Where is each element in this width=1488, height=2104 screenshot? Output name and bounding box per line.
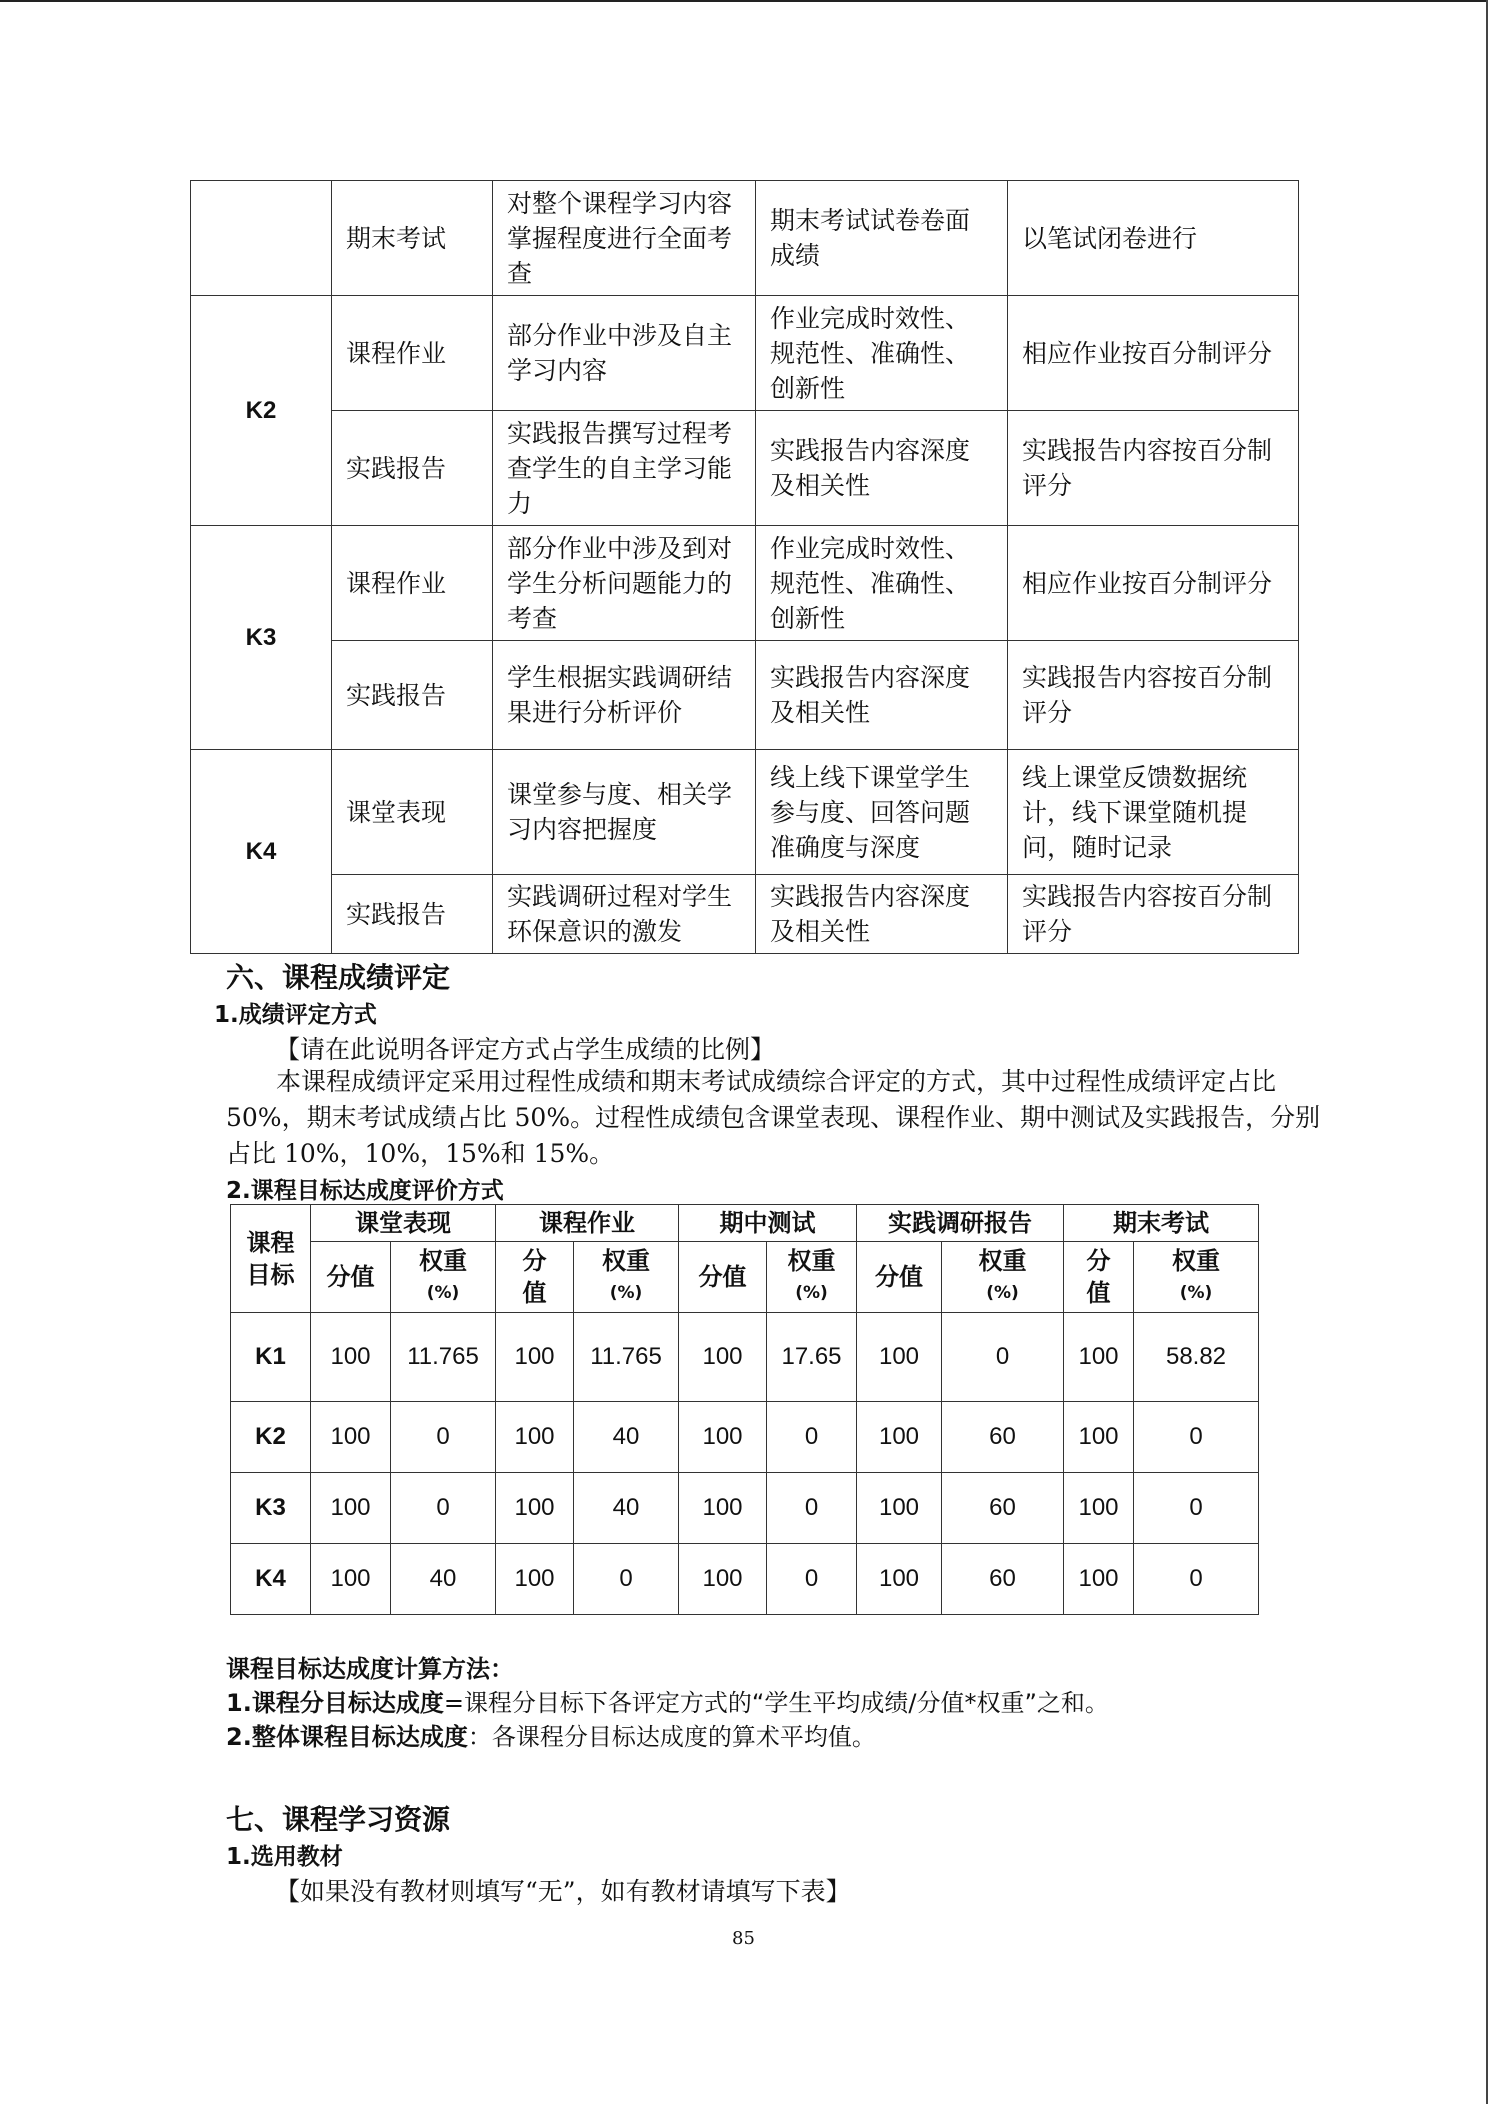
value-cell: 100 [857, 1313, 942, 1402]
value-cell: 100 [311, 1473, 391, 1544]
content-cell: 实践调研过程对学生环保意识的激发 [493, 875, 756, 954]
calc-method [226, 1652, 1109, 1754]
value-cell: 100 [679, 1402, 767, 1473]
section-7-subheading-1: 1.选用教材 [226, 1844, 343, 1870]
grading-paragraph: 本课程成绩评定采用过程性成绩和期末考试成绩综合评定的方式，其中过程性成绩评定占比 50%，期末考试成绩占比 50%。过程性成绩包含课堂表现、课程作业、期中测试及实践报告，分别占比 10%，10%，15%和 15%。 [226, 1067, 1321, 1168]
weight-header: 权重 (%) [1134, 1242, 1259, 1313]
value-cell: 100 [1064, 1313, 1134, 1402]
table-row [231, 1313, 1259, 1402]
scoring-cell: 相应作业按百分制评分 [1008, 296, 1299, 411]
weight-header: 权重 (%) [391, 1242, 496, 1313]
score-header: 分值 [496, 1242, 574, 1313]
value-cell: 11.765 [574, 1313, 679, 1402]
value-cell: 0 [574, 1544, 679, 1615]
scoring-cell: 实践报告内容按百分制评分 [1008, 641, 1299, 750]
method-cell: 实践报告 [332, 411, 493, 526]
method-cell: 课程作业 [332, 526, 493, 641]
target-cell: K3 [191, 526, 332, 750]
page-number: 85 [732, 1928, 755, 1949]
value-cell: 100 [857, 1544, 942, 1615]
table-row [191, 750, 1299, 875]
score-header: 分值 [1064, 1242, 1134, 1313]
value-cell: 100 [496, 1544, 574, 1615]
basis-cell: 期末考试试卷卷面成绩 [756, 181, 1008, 296]
value-cell: 11.765 [391, 1313, 496, 1402]
scoring-cell: 实践报告内容按百分制评分 [1008, 411, 1299, 526]
score-header: 分值 [857, 1242, 942, 1313]
basis-cell: 线上线下课堂学生参与度、回答问题准确度与深度 [756, 750, 1008, 875]
value-cell: 0 [767, 1402, 857, 1473]
value-cell: 100 [496, 1313, 574, 1402]
value-cell: 100 [496, 1473, 574, 1544]
scoring-cell: 线上课堂反馈数据统计，线下课堂随机提问，随时记录 [1008, 750, 1299, 875]
basis-cell: 作业完成时效性、规范性、准确性、创新性 [756, 296, 1008, 411]
value-cell: 0 [391, 1402, 496, 1473]
table-row [191, 875, 1299, 954]
group-header: 期中测试 [679, 1205, 857, 1242]
page-top-border [0, 0, 1488, 2]
section-6-note: 【请在此说明各评定方式占学生成绩的比例】 [275, 1035, 776, 1064]
basis-cell: 作业完成时效性、规范性、准确性、创新性 [756, 526, 1008, 641]
table-row [231, 1473, 1259, 1544]
group-header: 课程作业 [496, 1205, 679, 1242]
basis-cell: 实践报告内容深度及相关性 [756, 411, 1008, 526]
group-header: 期末考试 [1064, 1205, 1259, 1242]
section-6-heading: 六、课程成绩评定 [226, 961, 451, 994]
section-6-subheading-2: 2.课程目标达成度评价方式 [226, 1178, 504, 1204]
value-cell: 100 [311, 1313, 391, 1402]
content-cell: 部分作业中涉及到对学生分析问题能力的考查 [493, 526, 756, 641]
value-cell: 100 [1064, 1544, 1134, 1615]
value-cell: 0 [942, 1313, 1064, 1402]
value-cell: 40 [391, 1544, 496, 1615]
table-header-row [231, 1205, 1259, 1242]
value-cell: 40 [574, 1402, 679, 1473]
value-cell: 40 [574, 1473, 679, 1544]
content-cell: 课堂参与度、相关学习内容把握度 [493, 750, 756, 875]
table-row [191, 526, 1299, 641]
value-cell: 100 [311, 1402, 391, 1473]
content-cell: 对整个课程学习内容掌握程度进行全面考查 [493, 181, 756, 296]
weight-header: 权重 (%) [942, 1242, 1064, 1313]
table-subheader-row [231, 1242, 1259, 1313]
target-cell: K1 [231, 1313, 311, 1402]
value-cell: 0 [1134, 1473, 1259, 1544]
target-cell: K4 [191, 750, 332, 954]
scoring-cell: 相应作业按百分制评分 [1008, 526, 1299, 641]
value-cell: 100 [1064, 1402, 1134, 1473]
method-cell: 课程作业 [332, 296, 493, 411]
target-cell [191, 181, 332, 296]
value-cell: 100 [679, 1313, 767, 1402]
scoring-cell: 实践报告内容按百分制评分 [1008, 875, 1299, 954]
value-cell: 100 [679, 1544, 767, 1615]
value-cell: 100 [857, 1402, 942, 1473]
section-6-subheading-1: 1.成绩评定方式 [214, 1002, 377, 1028]
target-cell: K3 [231, 1473, 311, 1544]
target-cell: K2 [231, 1402, 311, 1473]
assessment-method-table [190, 180, 1299, 954]
section-7-note: 【如果没有教材则填写“无”，如有教材请填写下表】 [275, 1877, 851, 1906]
table-row [191, 641, 1299, 750]
value-cell: 100 [679, 1473, 767, 1544]
calc-line-2: 2.整体课程目标达成度：各课程分目标达成度的算术平均值。 [226, 1723, 876, 1751]
method-cell: 期末考试 [332, 181, 493, 296]
table-row [191, 411, 1299, 526]
method-cell: 实践报告 [332, 641, 493, 750]
content-cell: 部分作业中涉及自主学习内容 [493, 296, 756, 411]
corner-header: 课程目标 [231, 1205, 311, 1313]
table-row [191, 296, 1299, 411]
score-header: 分值 [311, 1242, 391, 1313]
calc-title: 课程目标达成度计算方法： [226, 1655, 514, 1683]
basis-cell: 实践报告内容深度及相关性 [756, 875, 1008, 954]
calc-line-1: 1.课程分目标达成度=课程分目标下各评定方式的“学生平均成绩/分值*权重”之和。 [226, 1689, 1109, 1717]
group-header: 实践调研报告 [857, 1205, 1064, 1242]
basis-cell: 实践报告内容深度及相关性 [756, 641, 1008, 750]
value-cell: 0 [391, 1473, 496, 1544]
weight-header: 权重 (%) [574, 1242, 679, 1313]
target-cell: K2 [191, 296, 332, 526]
value-cell: 100 [311, 1544, 391, 1615]
value-cell: 60 [942, 1473, 1064, 1544]
value-cell: 100 [857, 1473, 942, 1544]
content-cell: 实践报告撰写过程考查学生的自主学习能力 [493, 411, 756, 526]
table-row [191, 181, 1299, 296]
method-cell: 实践报告 [332, 875, 493, 954]
group-header: 课堂表现 [311, 1205, 496, 1242]
scoring-cell: 以笔试闭卷进行 [1008, 181, 1299, 296]
table-row [231, 1402, 1259, 1473]
value-cell: 58.82 [1134, 1313, 1259, 1402]
content-cell: 学生根据实践调研结果进行分析评价 [493, 641, 756, 750]
method-cell: 课堂表现 [332, 750, 493, 875]
value-cell: 100 [1064, 1473, 1134, 1544]
achievement-weight-table [230, 1204, 1259, 1615]
target-cell: K4 [231, 1544, 311, 1615]
value-cell: 100 [496, 1402, 574, 1473]
value-cell: 0 [1134, 1402, 1259, 1473]
value-cell: 0 [767, 1473, 857, 1544]
score-header: 分值 [679, 1242, 767, 1313]
value-cell: 17.65 [767, 1313, 857, 1402]
value-cell: 0 [1134, 1544, 1259, 1615]
section-7-heading: 七、课程学习资源 [226, 1803, 451, 1836]
weight-header: 权重 (%) [767, 1242, 857, 1313]
value-cell: 0 [767, 1544, 857, 1615]
value-cell: 60 [942, 1544, 1064, 1615]
value-cell: 60 [942, 1402, 1064, 1473]
table-row [231, 1544, 1259, 1615]
